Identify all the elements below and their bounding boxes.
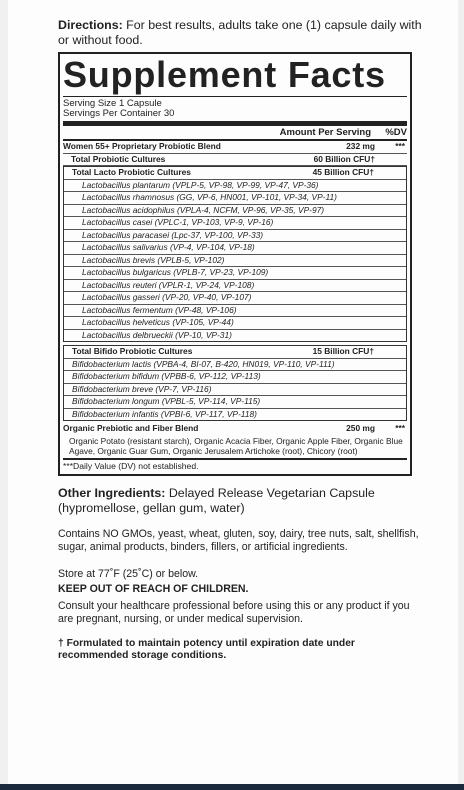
prebiotic-description: Organic Potato (resistant starch), Organic Acacia Fiber, Organic Apple Fiber, Organic Blue Agave, Organic Guar Gum, Organic Jerusalem Artichoke (root), Chicory (root) [69, 435, 403, 456]
header-amount: Amount Per Serving [279, 127, 371, 138]
consult-statement: Consult your healthcare professional before using this or any product if you are pregnant, nursing, or under medical supervision. [58, 599, 410, 625]
lacto-box [63, 166, 407, 342]
bifido-box [63, 345, 407, 421]
dv-footnote: ***Daily Value (DV) not established. [63, 458, 407, 474]
lacto-total-amount: 45 Billion CFU† [312, 167, 374, 177]
directions-body: For best results, adults take one (1) capsule daily with or without food. [58, 18, 422, 47]
strain-name: Bifidobacterium breve (VP-7, VP-116) [72, 383, 212, 394]
strain-row [64, 409, 406, 421]
bifido-total-row [64, 346, 406, 359]
strain-name: Lactobacillus plantarum (VPLP-5, VP-98, VP-99, VP-47, VP-36) [82, 179, 319, 190]
strain-name: Lactobacillus delbrueckii (VP-10, VP-31) [82, 329, 232, 340]
blend-name: Women 55+ Proprietary Probiotic Blend [63, 141, 221, 151]
storage-statement: Store at 77˚F (25˚C) or below. [58, 567, 199, 580]
prebiotic-name: Organic Prebiotic and Fiber Blend [63, 423, 199, 433]
lacto-total-row [64, 167, 406, 180]
blend-amount: 232 mg [346, 141, 375, 151]
strain-name: Bifidobacterium lactis (VPBA-4, BI-07, B-420, HN019, VP-110, VP-111) [72, 358, 335, 369]
strain-row [64, 205, 406, 218]
strain-row [64, 180, 406, 193]
strain-row [64, 359, 406, 372]
strain-row [64, 230, 406, 243]
serving-size: Serving Size 1 Capsule [63, 96, 407, 109]
strain-name: Lactobacillus helveticus (VP-105, VP-44) [82, 317, 234, 327]
other-ingredients-text: Delayed Release Vegetarian Capsule (hypromellose, gellan gum, water) [58, 485, 375, 515]
strain-name: Lactobacillus rhamnosus (GG, VP-6, HN001, VP-101, VP-34, VP-11) [82, 192, 337, 202]
header-dv: %DV [385, 127, 407, 138]
strain-row [64, 317, 406, 330]
prebiotic-amount: 250 mg [346, 423, 375, 433]
strain-name: Lactobacillus fermentum (VP-48, VP-106) [82, 304, 237, 315]
strain-name: Bifidobacterium bifidum (VPBB-6, VP-112, VP-113) [72, 371, 261, 381]
strain-row [64, 242, 406, 255]
strain-row [64, 396, 406, 409]
strain-row [64, 305, 406, 318]
strain-row [64, 192, 406, 205]
directions-text [58, 18, 422, 48]
other-ingredients-label: Other Ingredients: [58, 485, 166, 500]
supplement-facts-title: Supplement Facts [63, 54, 386, 95]
bifido-total-amount: 15 Billion CFU† [312, 346, 374, 356]
strain-name: Lactobacillus reuteri (VPLR-1, VP-24, VP-108) [82, 279, 255, 290]
strain-name: Lactobacillus paracasei (Lpc-37, VP-100, VP-33) [82, 229, 264, 240]
bifido-total-name: Total Bifido Probiotic Cultures [72, 346, 193, 356]
bottom-bar [0, 784, 464, 790]
strain-name: Lactobacillus salivarius (VP-4, VP-104, VP-18) [82, 242, 255, 252]
other-ingredients [58, 486, 422, 516]
supplement-facts-panel [58, 52, 412, 476]
strain-row [64, 384, 406, 397]
directions-label: Directions: [58, 18, 123, 32]
warning-children: KEEP OUT OF REACH OF CHILDREN. [58, 582, 249, 595]
strain-row [64, 292, 406, 305]
strain-row [64, 330, 406, 342]
blend-row [63, 141, 407, 154]
prebiotic-dv: *** [395, 423, 405, 433]
strain-name: Lactobacillus casei (VPLC-1, VP-103, VP-9, VP-16) [82, 217, 274, 227]
right-margin [458, 0, 464, 790]
column-header [63, 126, 407, 139]
strain-row [64, 255, 406, 268]
strain-row [64, 267, 406, 280]
strain-row [64, 371, 406, 384]
total-probiotic-amount: 60 Billion CFU† [313, 153, 375, 164]
blend-dv: *** [395, 141, 405, 151]
strain-name: Bifidobacterium longum (VPBL-5, VP-114, VP-115) [72, 396, 261, 406]
strain-name: Lactobacillus acidophilus (VPLA-4, NCFM, VP-96, VP-35, VP-97) [82, 204, 325, 215]
strain-row [64, 280, 406, 293]
contains-statement: Contains NO GMOs, yeast, wheat, gluten, soy, dairy, tree nuts, salt, shellfish, sugar, animal products, binders, fillers, or artificial ingredients. [58, 527, 419, 553]
label-content [58, 0, 422, 662]
strain-name: Lactobacillus brevis (VPLB-5, VP-102) [82, 254, 225, 265]
total-probiotic-row [63, 154, 407, 167]
strain-name: Lactobacillus gasseri (VP-20, VP-40, VP-107) [82, 292, 252, 302]
dagger-note: † Formulated to maintain potency until expiration date under recommended storage conditions. [58, 637, 355, 661]
lacto-total-name: Total Lacto Probiotic Cultures [72, 167, 191, 177]
left-margin [0, 0, 8, 790]
total-probiotic-name: Total Probiotic Cultures [71, 153, 166, 164]
strain-name: Bifidobacterium infantis (VPBI-6, VP-117, VP-118) [72, 408, 257, 419]
strain-name: Lactobacillus bulgaricus (VPLB-7, VP-23, VP-109) [82, 267, 269, 277]
strain-row [64, 217, 406, 230]
prebiotic-row [63, 423, 407, 435]
servings-per-container: Servings Per Container 30 [63, 108, 175, 119]
